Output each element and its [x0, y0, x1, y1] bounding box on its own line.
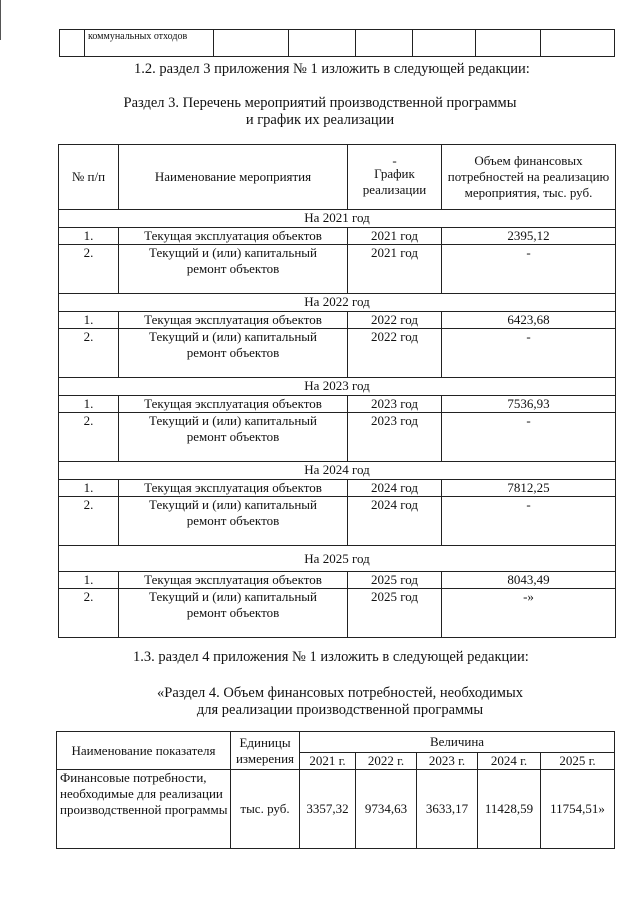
row-value: 11754,51» — [541, 770, 615, 849]
table-row — [57, 770, 615, 849]
table-row — [59, 497, 616, 546]
header-year: 2022 г. — [356, 753, 417, 770]
year-label: На 2024 год — [59, 462, 616, 480]
row-num: 2. — [59, 413, 119, 462]
header-indicator: Наименование показателя — [57, 732, 231, 770]
paragraph-1-2: 1.2. раздел 3 приложения № 1 изложить в следующей редакции: — [134, 61, 530, 77]
row-schedule: 2021 год — [348, 245, 442, 294]
row-amount: 6423,68 — [442, 312, 616, 329]
header-year: 2021 г. — [300, 753, 356, 770]
row-name: Текущий и (или) капитальный ремонт объектов — [119, 589, 348, 638]
table-row — [59, 228, 616, 245]
table-row — [59, 396, 616, 413]
row-value: 9734,63 — [356, 770, 417, 849]
header-year: 2023 г. — [417, 753, 478, 770]
row-amount: - — [442, 245, 616, 294]
year-row — [59, 210, 616, 228]
row-schedule: 2025 год — [348, 572, 442, 589]
fragment-cell — [356, 30, 413, 57]
fragment-cell — [289, 30, 356, 57]
row-num: 2. — [59, 329, 119, 378]
row-name: Текущая эксплуатация объектов — [119, 480, 348, 497]
row-schedule: 2025 год — [348, 589, 442, 638]
table-row — [59, 312, 616, 329]
header-num: № п/п — [59, 145, 119, 210]
fragment-text: коммунальных отходов — [88, 31, 188, 42]
row-amount: - — [442, 413, 616, 462]
table-row — [59, 245, 616, 294]
row-num: 2. — [59, 245, 119, 294]
header-year: 2024 г. — [478, 753, 541, 770]
row-schedule: 2021 год — [348, 228, 442, 245]
section4-table — [56, 731, 615, 849]
page-edge-mark — [0, 0, 1, 40]
row-name: Текущая эксплуатация объектов — [119, 312, 348, 329]
fragment-cell — [476, 30, 541, 57]
fragment-cell — [60, 30, 85, 57]
section4-title-line1: «Раздел 4. Объем финансовых потребностей, необходимых — [157, 685, 523, 701]
year-row — [59, 378, 616, 396]
row-schedule: 2022 год — [348, 329, 442, 378]
row-num: 2. — [59, 497, 119, 546]
row-amount: - — [442, 329, 616, 378]
header-unit: Единицы измерения — [231, 732, 300, 770]
header-name: Наименование мероприятия — [119, 145, 348, 210]
row-value: 3357,32 — [300, 770, 356, 849]
row-name: Текущий и (или) капитальный ремонт объектов — [119, 497, 348, 546]
row-value: 3633,17 — [417, 770, 478, 849]
row-name: Текущий и (или) капитальный ремонт объектов — [119, 329, 348, 378]
row-num: 1. — [59, 396, 119, 413]
table-header-row — [59, 145, 616, 210]
table-row — [59, 413, 616, 462]
row-schedule: 2023 год — [348, 396, 442, 413]
year-row — [59, 294, 616, 312]
section3-title-line2: и график их реализации — [245, 112, 395, 128]
row-amount: 7812,25 — [442, 480, 616, 497]
row-num: 2. — [59, 589, 119, 638]
row-schedule: 2024 год — [348, 480, 442, 497]
year-label: На 2025 год — [59, 546, 616, 572]
row-indicator: Финансовые потребности, необходимые для реализации производственной программы — [57, 770, 231, 849]
row-schedule: 2024 год — [348, 497, 442, 546]
row-schedule: 2023 год — [348, 413, 442, 462]
row-name: Текущая эксплуатация объектов — [119, 228, 348, 245]
previous-table-fragment — [59, 29, 615, 57]
section3-table — [58, 144, 616, 638]
row-value: 11428,59 — [478, 770, 541, 849]
year-label: На 2023 год — [59, 378, 616, 396]
header-year: 2025 г. — [541, 753, 615, 770]
year-row — [59, 546, 616, 572]
fragment-cell — [85, 30, 214, 57]
row-amount: -» — [442, 589, 616, 638]
section3-title-line1: Раздел 3. Перечень мероприятий производственной программы — [123, 95, 517, 111]
table-row — [59, 329, 616, 378]
row-amount: 8043,49 — [442, 572, 616, 589]
fragment-cell — [214, 30, 289, 57]
row-schedule: 2022 год — [348, 312, 442, 329]
year-label: На 2022 год — [59, 294, 616, 312]
row-name: Текущий и (или) капитальный ремонт объектов — [119, 245, 348, 294]
year-label: На 2021 год — [59, 210, 616, 228]
row-num: 1. — [59, 480, 119, 497]
table-row — [59, 480, 616, 497]
header-schedule — [348, 145, 442, 210]
section4-title-line2: для реализации производственной программы — [196, 702, 484, 718]
row-name: Текущая эксплуатация объектов — [119, 396, 348, 413]
table-row — [59, 589, 616, 638]
row-unit: тыс. руб. — [231, 770, 300, 849]
header-schedule-text: График реализации — [362, 166, 427, 197]
row-name: Текущая эксплуатация объектов — [119, 572, 348, 589]
row-num: 1. — [59, 572, 119, 589]
row-name: Текущий и (или) капитальный ремонт объектов — [119, 413, 348, 462]
row-num: 1. — [59, 228, 119, 245]
row-num: 1. — [59, 312, 119, 329]
paragraph-1-3: 1.3. раздел 4 приложения № 1 изложить в следующей редакции: — [133, 649, 529, 665]
row-amount: 2395,12 — [442, 228, 616, 245]
row-amount: 7536,93 — [442, 396, 616, 413]
header-funding: Объем финансовых потребностей на реализацию мероприятия, тыс. руб. — [442, 145, 616, 210]
fragment-cell — [413, 30, 476, 57]
row-amount: - — [442, 497, 616, 546]
fragment-cell — [541, 30, 615, 57]
table-header-row — [57, 732, 615, 753]
header-value: Величина — [300, 732, 615, 753]
year-row — [59, 462, 616, 480]
header-schedule-dash: - — [392, 153, 397, 168]
table-row — [59, 572, 616, 589]
